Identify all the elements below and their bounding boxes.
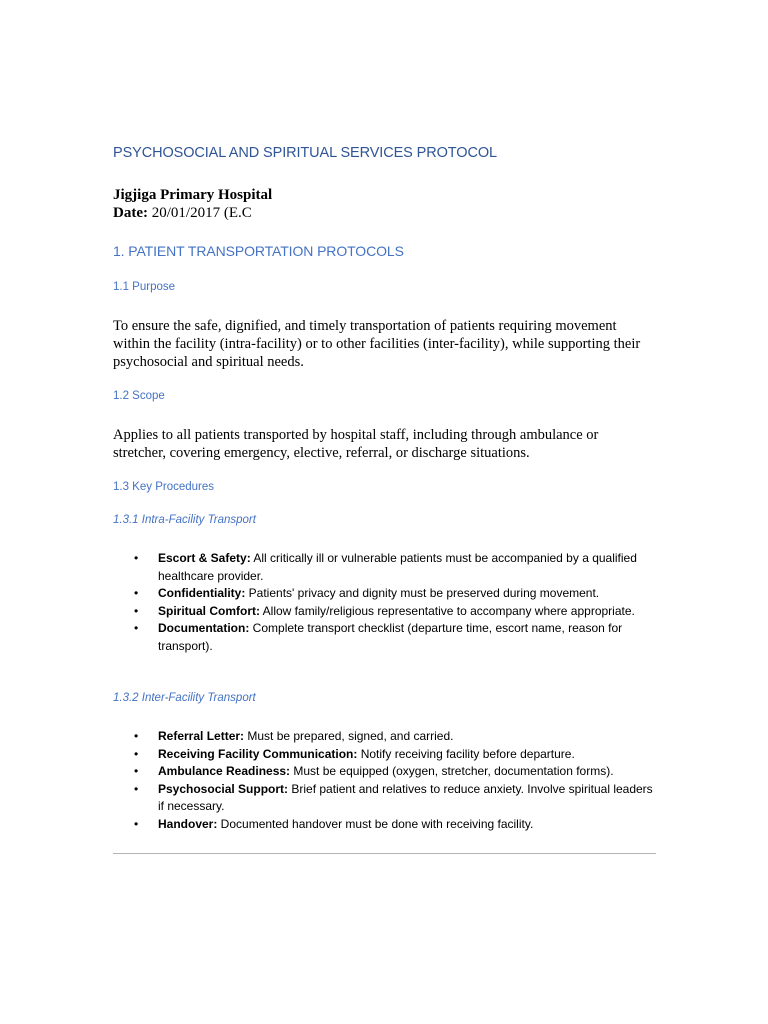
subheading-purpose: 1.1 Purpose bbox=[113, 281, 176, 293]
intra-facility-list bbox=[113, 550, 656, 655]
subheading-key-procedures: 1.3 Key Procedures bbox=[113, 481, 215, 493]
bullet-icon: • bbox=[134, 729, 139, 743]
list-item bbox=[113, 763, 656, 781]
item-text: Documented handover must be done with receiving facility. bbox=[217, 816, 534, 831]
item-text: Allow family/religious representative to accompany where appropriate. bbox=[260, 603, 635, 618]
list-item bbox=[113, 550, 656, 585]
scope-text: Applies to all patients transported by hospital staff, including through ambulance or stretcher, covering emergency, elective, referral, or discharge situations. bbox=[113, 427, 599, 461]
horizontal-divider bbox=[113, 853, 656, 854]
bullet-icon: • bbox=[134, 764, 139, 778]
list-item bbox=[113, 728, 656, 746]
list-item bbox=[113, 816, 656, 834]
inter-facility-list bbox=[113, 728, 656, 833]
item-label: Escort & Safety: bbox=[158, 551, 251, 565]
item-label: Documentation: bbox=[158, 621, 250, 635]
bullet-icon: • bbox=[134, 586, 139, 600]
item-label: Receiving Facility Communication: bbox=[158, 746, 358, 761]
section-heading-transportation: 1. PATIENT TRANSPORTATION PROTOCOLS bbox=[113, 243, 404, 259]
item-text: Must be prepared, signed, and carried. bbox=[244, 729, 454, 743]
purpose-text: To ensure the safe, dignified, and timely transportation of patients requiring movement within the facility (intra-facility) or to other facilities (inter-facility), while supporting their psychosocial and spiritual needs. bbox=[113, 318, 641, 370]
item-label: Spiritual Comfort: bbox=[158, 603, 260, 618]
item-label: Ambulance Readiness: bbox=[158, 764, 291, 778]
item-label: Confidentiality: bbox=[158, 586, 246, 600]
date-value: 20/01/2017 (E.C bbox=[147, 205, 252, 221]
subheading-scope: 1.2 Scope bbox=[113, 390, 165, 402]
subheading-intra-facility: 1.3.1 Intra-Facility Transport bbox=[113, 514, 256, 526]
bullet-icon: • bbox=[134, 621, 139, 635]
subheading-inter-facility: 1.3.2 Inter-Facility Transport bbox=[113, 692, 256, 704]
list-item bbox=[113, 603, 656, 621]
document-date bbox=[113, 205, 252, 222]
item-label: Referral Letter: bbox=[158, 729, 245, 743]
hospital-name: Jigjiga Primary Hospital bbox=[113, 187, 273, 203]
item-text: Patients' privacy and dignity must be preserved during movement. bbox=[245, 586, 600, 600]
item-text: Complete transport checklist (departure time, escort name, reason for transport). bbox=[158, 621, 623, 653]
bullet-icon: • bbox=[134, 746, 139, 761]
list-item bbox=[113, 585, 656, 603]
bullet-icon: • bbox=[134, 551, 139, 565]
item-text: Must be equipped (oxygen, stretcher, documentation forms). bbox=[290, 764, 614, 778]
bullet-icon: • bbox=[134, 781, 139, 796]
item-text: Notify receiving facility before departure. bbox=[357, 746, 575, 761]
bullet-icon: • bbox=[134, 816, 139, 831]
bullet-icon: • bbox=[134, 603, 139, 618]
list-item bbox=[113, 781, 656, 816]
list-item bbox=[113, 620, 656, 655]
document-page bbox=[113, 0, 656, 1024]
document-title: PSYCHOSOCIAL AND SPIRITUAL SERVICES PROTOCOL bbox=[113, 145, 497, 161]
list-item bbox=[113, 746, 656, 764]
item-text: All critically ill or vulnerable patients must be accompanied by a qualified healthcare provider. bbox=[158, 551, 637, 583]
item-label: Handover: bbox=[158, 816, 218, 831]
date-label: Date: bbox=[113, 205, 148, 221]
item-text: Brief patient and relatives to reduce anxiety. Involve spiritual leaders if necessary. bbox=[158, 781, 653, 813]
item-label: Psychosocial Support: bbox=[158, 781, 289, 796]
